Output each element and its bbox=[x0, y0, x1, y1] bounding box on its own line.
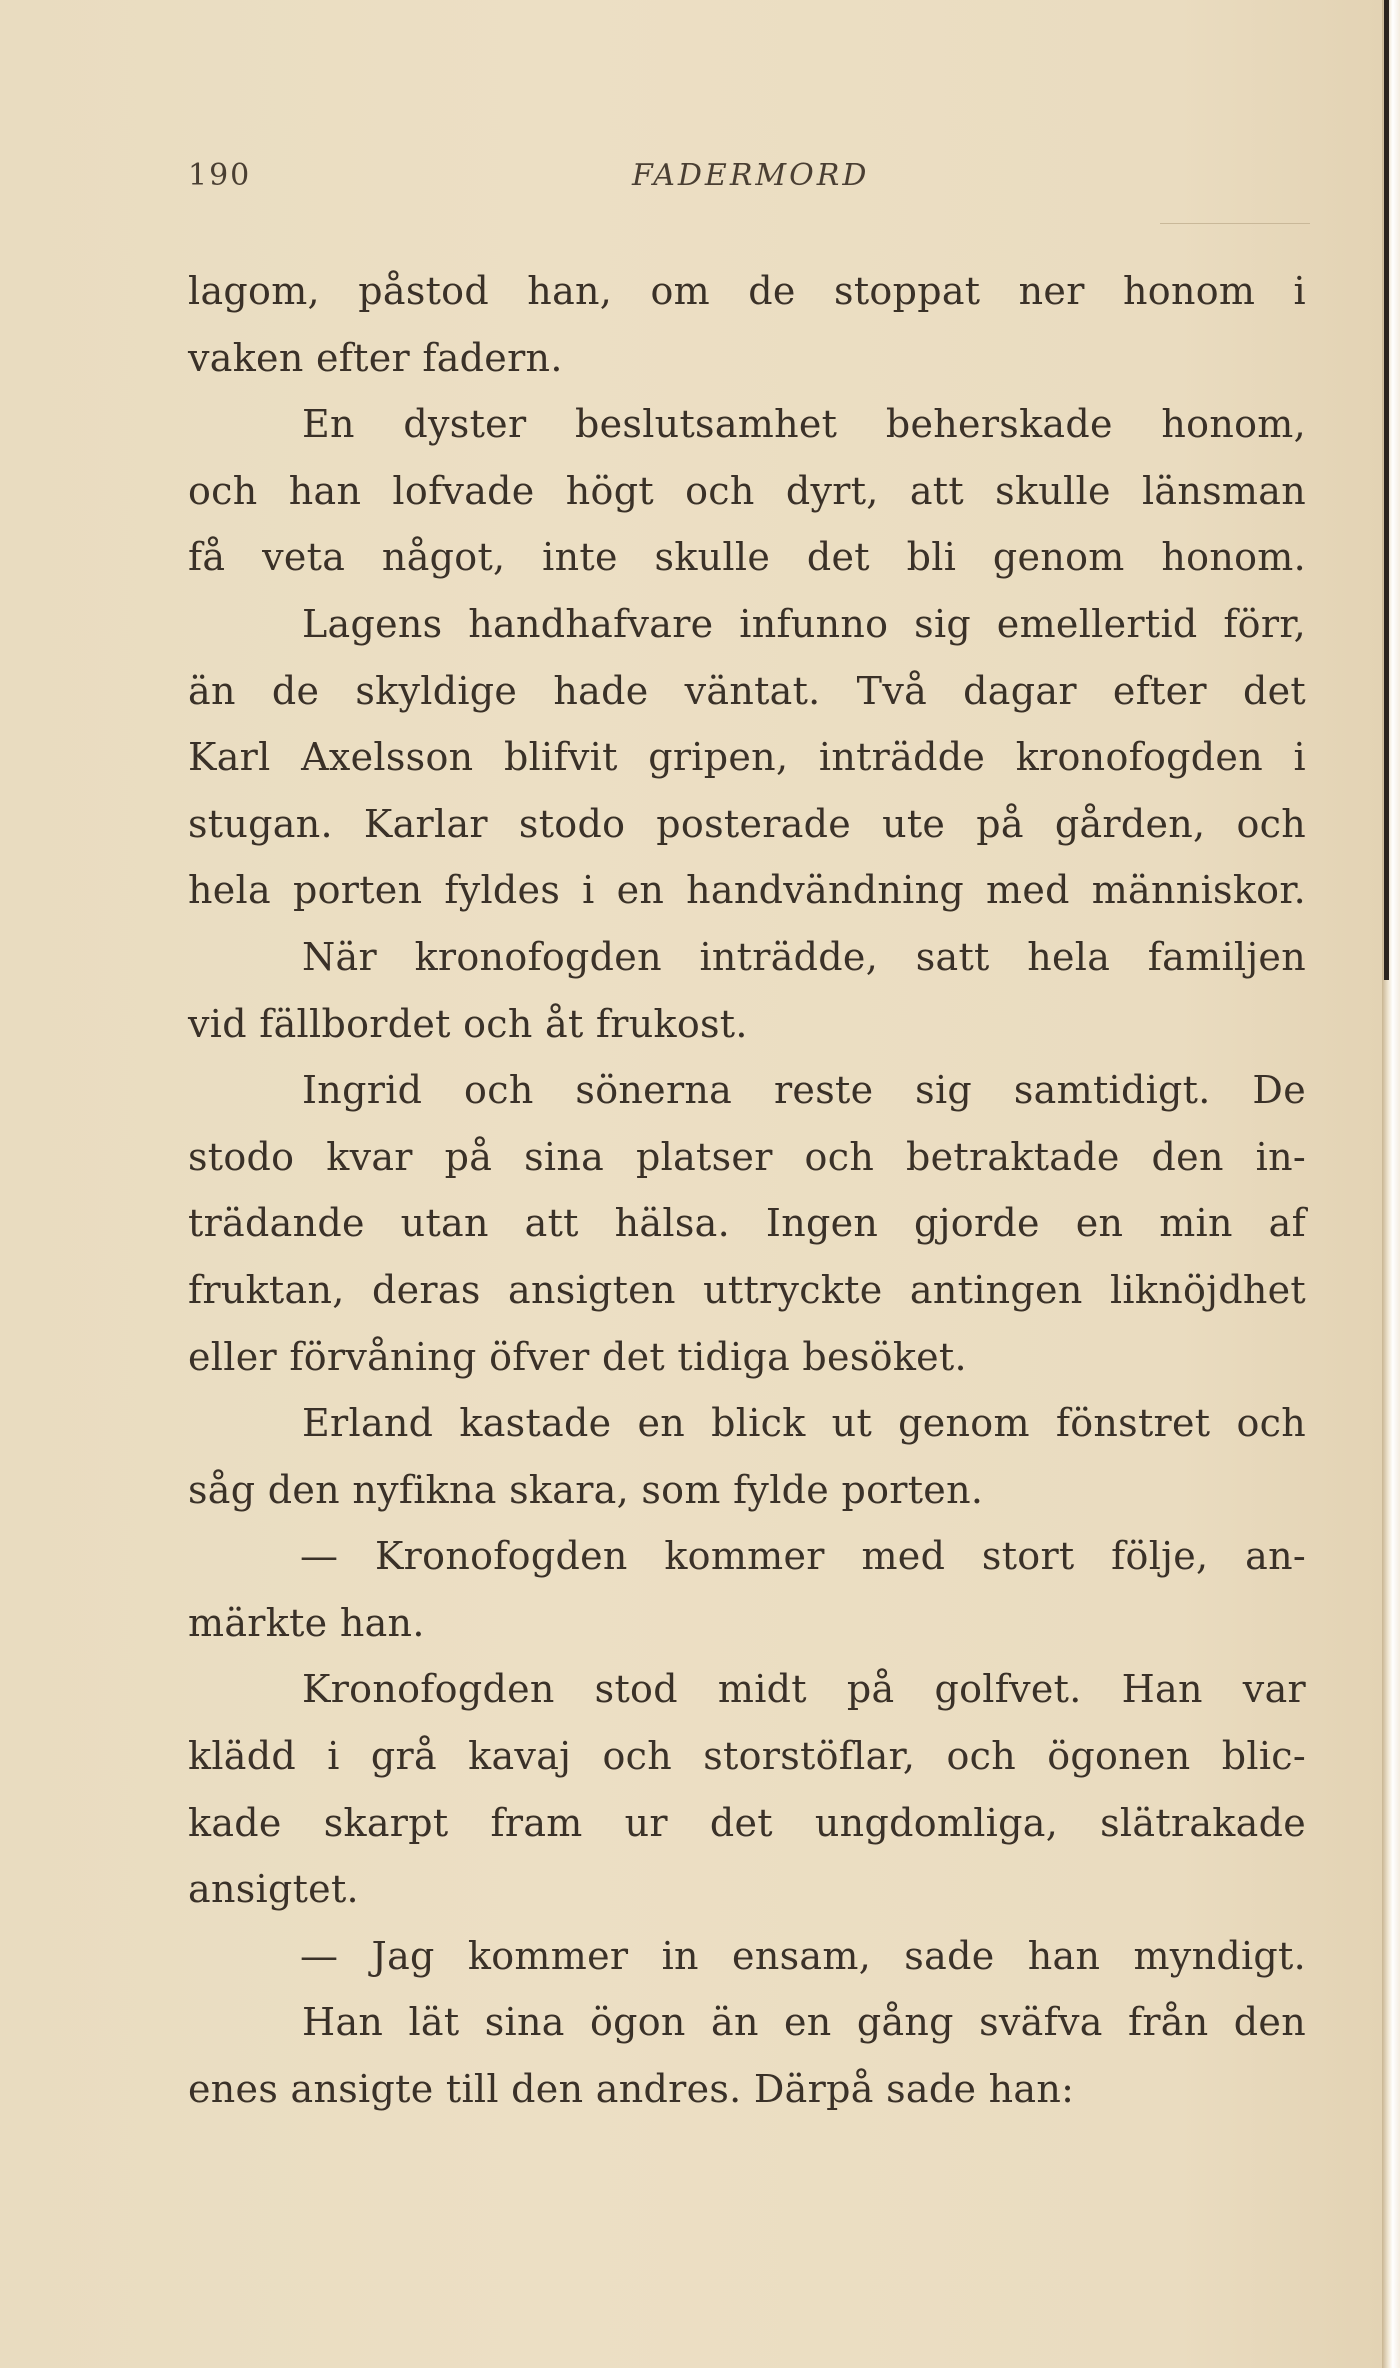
page-edge bbox=[1382, 0, 1400, 2368]
text-line: få veta något, inte skulle det bli genom honom. bbox=[188, 535, 1306, 580]
text-line: trädande utan att hälsa. Ingen gjorde en min af bbox=[188, 1201, 1306, 1246]
text-line: hela porten fyldes i en handvändning med människor. bbox=[188, 868, 1306, 913]
text-line: Karl Axelsson blifvit gripen, inträdde kronofogden i bbox=[188, 735, 1306, 780]
text-line: När kronofogden inträdde, satt hela familjen bbox=[302, 934, 1306, 979]
text-line: än de skyldige hade väntat. Två dagar efter det bbox=[188, 668, 1306, 713]
running-title: FADERMORD bbox=[632, 158, 870, 193]
text-line: enes ansigte till den andres. Därpå sade han: bbox=[188, 2067, 1075, 2112]
text-line: Han lät sina ögon än en gång sväfva från den bbox=[302, 2000, 1306, 2045]
page-header bbox=[0, 158, 1382, 208]
text-line: Erland kastade en blick ut genom fönstret och bbox=[302, 1401, 1306, 1446]
text-line: En dyster beslutsamhet beherskade honom, bbox=[302, 402, 1306, 447]
text-line: Ingrid och sönerna reste sig samtidigt. De bbox=[302, 1068, 1306, 1113]
text-line: klädd i grå kavaj och storstöflar, och ögonen blic- bbox=[188, 1734, 1306, 1779]
text-line: vid fällbordet och åt frukost. bbox=[188, 1001, 748, 1046]
text-line: — Jag kommer in ensam, sade han myndigt. bbox=[300, 1933, 1306, 1978]
text-line: — Kronofogden kommer med stort följe, an- bbox=[300, 1534, 1306, 1579]
text-line: vaken efter fadern. bbox=[188, 335, 563, 380]
text-line: stugan. Karlar stodo posterade ute på gården, och bbox=[188, 801, 1306, 846]
text-line: Kronofogden stod midt på golfvet. Han var bbox=[302, 1667, 1306, 1712]
text-line: eller förvåning öfver det tidiga besöket. bbox=[188, 1334, 967, 1379]
page-number: 190 bbox=[188, 158, 252, 193]
text-line: lagom, påstod han, om de stoppat ner honom i bbox=[188, 269, 1306, 313]
text-line: och han lofvade högt och dyrt, att skulle länsman bbox=[188, 468, 1306, 513]
text-line: märkte han. bbox=[188, 1600, 425, 1645]
text-line: ansigtet. bbox=[188, 1867, 359, 1912]
text-line: fruktan, deras ansigten uttryckte antingen liknöjdhet bbox=[188, 1267, 1306, 1312]
text-line: Lagens handhafvare infunno sig emellertid förr, bbox=[302, 601, 1306, 646]
header-rule bbox=[1160, 223, 1310, 224]
text-line: kade skarpt fram ur det ungdomliga, slätrakade bbox=[188, 1800, 1306, 1845]
body-text bbox=[188, 258, 1306, 2123]
text-line: såg den nyfikna skara, som fylde porten. bbox=[188, 1467, 984, 1512]
text-line: stodo kvar på sina platser och betraktade den in- bbox=[188, 1134, 1306, 1179]
